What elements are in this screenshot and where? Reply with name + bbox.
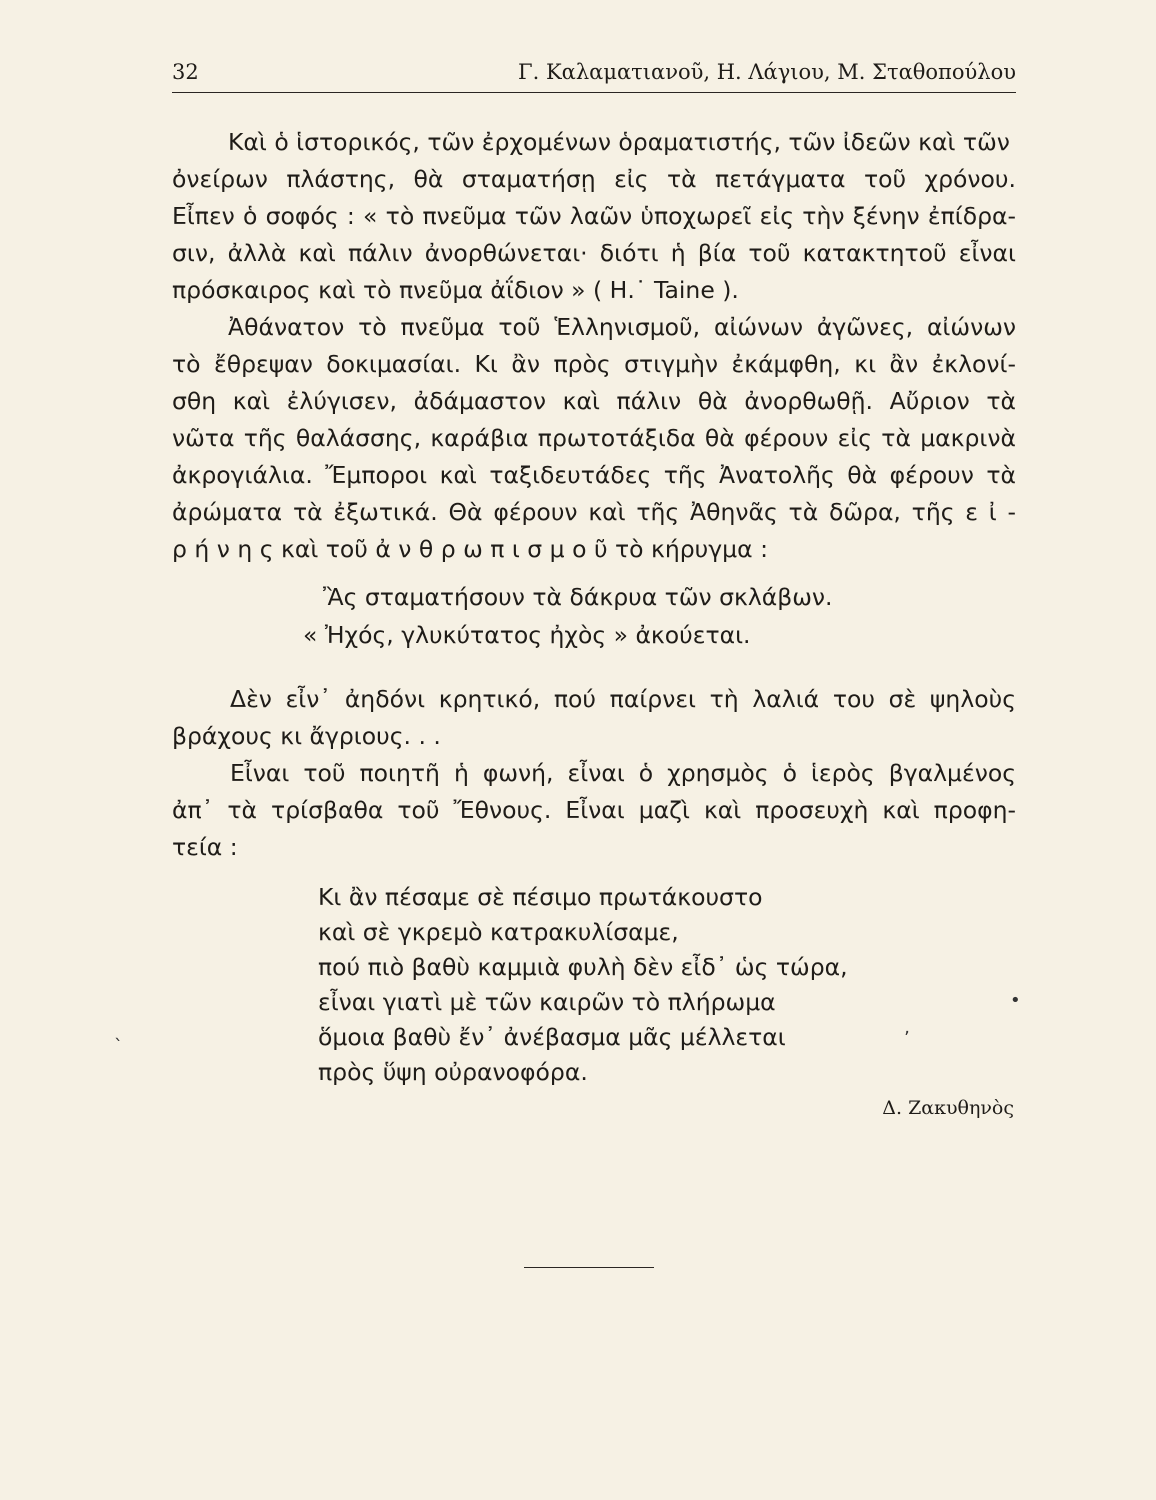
page-number: 32 <box>172 60 199 84</box>
text-line: Εἶναι τοῦ ποιητῆ ἡ φωνή, εἶναι ὁ χρησμὸς ὁ ἱερὸς βγαλμένος <box>230 759 1016 787</box>
text-line: πρόσκαιρος καὶ τὸ πνεῦμα ἀΐδιον » ( Η.˙ Taine ). <box>172 276 739 304</box>
text-line: σιν, ἀλλὰ καὶ πάλιν ἀνορθώνεται· διότι ἡ βία τοῦ κατακτητοῦ εἶναι <box>172 239 1016 267</box>
text-line: ὀνείρων πλάστης, θὰ σταματήσῃ εἰς τὰ πετάγματα τοῦ χρόνου. <box>172 165 1016 193</box>
quote-line: Ἂς σταματήσουν τὰ δάκρυα τῶν σκλάβων. <box>323 583 833 611</box>
poem-line: εἶναι γιατὶ μὲ τῶν καιρῶν τὸ πλήρωμα <box>318 988 776 1016</box>
quote-line: « Ἠχός, γλυκύτατος ἠχὸς » ἀκούεται. <box>303 621 751 649</box>
text-line: τὸ ἔθρεψαν δοκιμασίαι. Κι ἂν πρὸς στιγμὴν ἐκάμφθη, κι ἂν ἐκλονί- <box>172 350 1016 378</box>
text-line: βράχους κι ἄγριους. . . <box>172 722 441 750</box>
poem-line: καὶ σὲ γκρεμὸ κατρακυλίσαμε, <box>318 918 679 946</box>
stray-mark-icon: ˋ <box>114 1036 123 1057</box>
poem-line: πού πιὸ βαθὺ καμμιὰ φυλὴ δὲν εἶδ᾽ ὡς τώρα, <box>318 953 848 981</box>
text-line: ἀρώματα τὰ ἐξωτικά. Θὰ φέρουν καὶ τῆς Ἀθηνᾶς τὰ δῶρα, τῆς ε ἰ - <box>172 498 1016 526</box>
text-line: Εἶπεν ὁ σοφός : « τὸ πνεῦμα τῶν λαῶν ὑποχωρεῖ εἰς τὴν ξένην ἐπίδρα- <box>172 202 1016 230</box>
text-line: Δὲν εἶν᾽ ἀηδόνι κρητικό, πού παίρνει τὴ λαλιά του σὲ ψηλοὺς <box>230 685 1016 713</box>
text-line: ἀκρογιάλια. Ἔμποροι καὶ ταξιδευτάδες τῆς Ἀνατολῆς θὰ φέρουν τὰ <box>172 461 1016 489</box>
poem-line: Κι ἂν πέσαμε σὲ πέσιμο πρωτάκουστο <box>318 883 763 911</box>
text-line: ρ ή ν η ς καὶ τοῦ ἀ ν θ ρ ω π ι σ μ ο ῦ τὸ κήρυγμα : <box>172 535 769 563</box>
signature: Δ. Ζακυθηνὸς <box>882 1097 1014 1119</box>
text-line: νῶτα τῆς θαλάσσης, καράβια πρωτοτάξιδα θὰ φέρουν εἰς τὰ μακρινὰ <box>172 424 1016 452</box>
text-line: ἀπ᾽ τὰ τρίσβαθα τοῦ Ἔθνους. Εἶναι μαζὶ καὶ προσευχὴ καὶ προφη- <box>172 796 1016 824</box>
stray-mark-icon: • <box>1010 990 1021 1011</box>
text-line: Ἀθάνατον τὸ πνεῦμα τοῦ Ἑλληνισμοῦ, αἰώνων ἀγῶνες, αἰώνων <box>228 313 1016 341</box>
end-rule <box>524 1267 654 1268</box>
poem-line: ὅμοια βαθὺ ἔν᾽ ἀνέβασμα μᾶς μέλλεται <box>318 1023 786 1051</box>
text-line: σθη καὶ ἐλύγισεν, ἀδάμαστον καὶ πάλιν θὰ ἀνορθωθῇ. Αὔριον τὰ <box>172 387 1016 415</box>
stray-mark-icon: ʼ <box>904 1028 910 1049</box>
text-line: τεία : <box>172 833 238 861</box>
poem-line: πρὸς ὕψη οὐρανοφόρα. <box>318 1058 588 1086</box>
running-head: Γ. Καλαματιανοῦ, Η. Λάγιου, Μ. Σταθοπούλου <box>518 60 1016 84</box>
page-header <box>172 58 1016 93</box>
text-line: Καὶ ὁ ἱστορικός, τῶν ἐρχομένων ὁραματιστής, τῶν ἰδεῶν καὶ τῶν <box>228 128 1010 156</box>
